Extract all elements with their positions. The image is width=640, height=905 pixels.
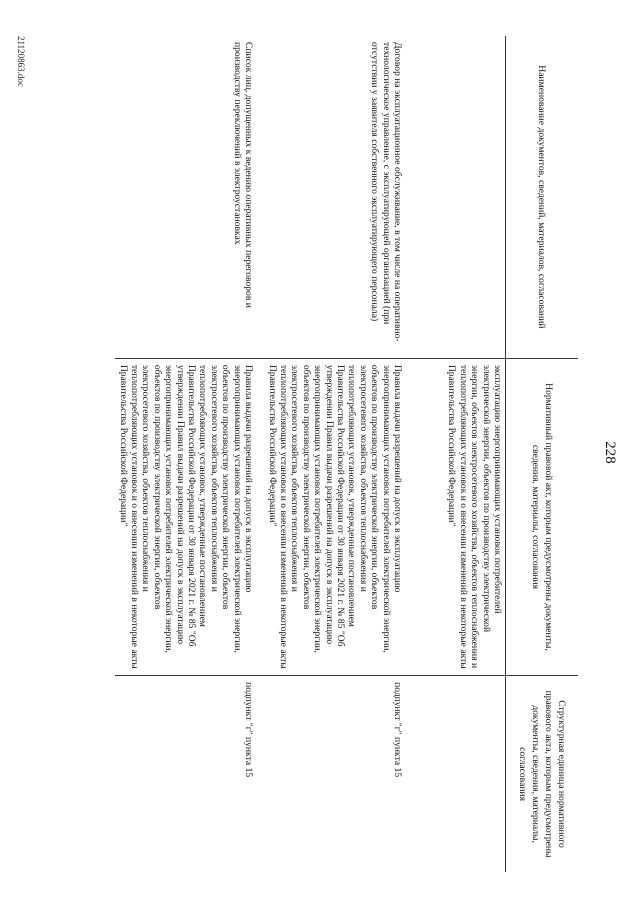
- header-name: Наименование документов, сведений, материалов, согласований: [506, 36, 579, 358]
- cell-act-continued: эксплуатацию энергопринимающих установок потребителей электрической энергии, объектов по производству электрической энергии, объектов электросетевого хозяйства, объектов теплоснабжения и теплопотребляющих установок и о внесении изменений в некоторые акты Правительства Российской Федерации": [413, 358, 506, 675]
- row-number: [392, 10, 403, 42]
- row-number: [243, 10, 254, 42]
- document-file-id: 21120863.doc: [16, 36, 26, 87]
- row-name: Список лиц, допущенных к ведению оперативных переговоров и производству переключений в электроустановках: [231, 42, 255, 308]
- cell-unit: подпункт "г" пункта 15: [115, 676, 264, 872]
- cell-act: Правила выдачи разрешений на допуск в эксплуатацию энергопринимающих установок потребителей электрической энергии, объектов по производству электрической энергии, объектов электросетевого хозяйства, объектов теплоснабжения и теплопотребляющих установок, утвержденные постановлением Правительства Российской Федерации от 30 января 2021 г. № 85 "Об утверждении Правил выдачи разрешений на допуск в эксплуатацию энергопринимающих установок потребителей электрической энергии, объектов по производству электрической энергии, объектов электросетевого хозяйства, объектов теплоснабжения и теплопотребляющих установок и о внесении изменений в некоторые акты Правительства Российской Федерации": [115, 358, 264, 675]
- row-name: Договор на эксплуатационное обслуживание, в том числе на оперативно-технологическое управление, с эксплуатирующей организацией (при отсутствии у заявителя собственного эксплуатирующего персонала): [369, 42, 403, 342]
- cell-name: [115, 36, 264, 358]
- header-act: Нормативный правовой акт, которым предусмотрены документы, сведения, материалы, согласования: [506, 358, 579, 675]
- table-header-row: [506, 36, 579, 872]
- table-row: [264, 36, 413, 872]
- table-row: [115, 36, 264, 872]
- cell-act: Правила выдачи разрешений на допуск в эксплуатацию энергопринимающих установок потребителей электрической энергии, объектов по производству электрической энергии, объектов электросетевого хозяйства, объектов теплоснабжения и теплопотребляющих установок, утвержденные постановлением Правительства Российской Федерации от 30 января 2021 г. № 85 "Об утверждении Правил выдачи разрешений на допуск в эксплуатацию энергопринимающих установок потребителей электрической энергии, объектов по производству электрической энергии, объектов электросетевого хозяйства, объектов теплоснабжения и теплопотребляющих установок и о внесении изменений в некоторые акты Правительства Российской Федерации": [264, 358, 413, 675]
- requirements-table: [115, 36, 578, 872]
- header-unit: Структурная единица нормативного правового акта, которым предусмотрены документы, сведения, материалы, согласования: [506, 676, 579, 872]
- cell-name: [264, 36, 413, 358]
- page-number: 228: [602, 441, 618, 464]
- table-row-continued: [413, 36, 506, 872]
- cell-unit: подпункт "г" пункта 15: [264, 676, 413, 872]
- cell-unit-empty: [413, 676, 506, 872]
- cell-name-empty: [413, 36, 506, 358]
